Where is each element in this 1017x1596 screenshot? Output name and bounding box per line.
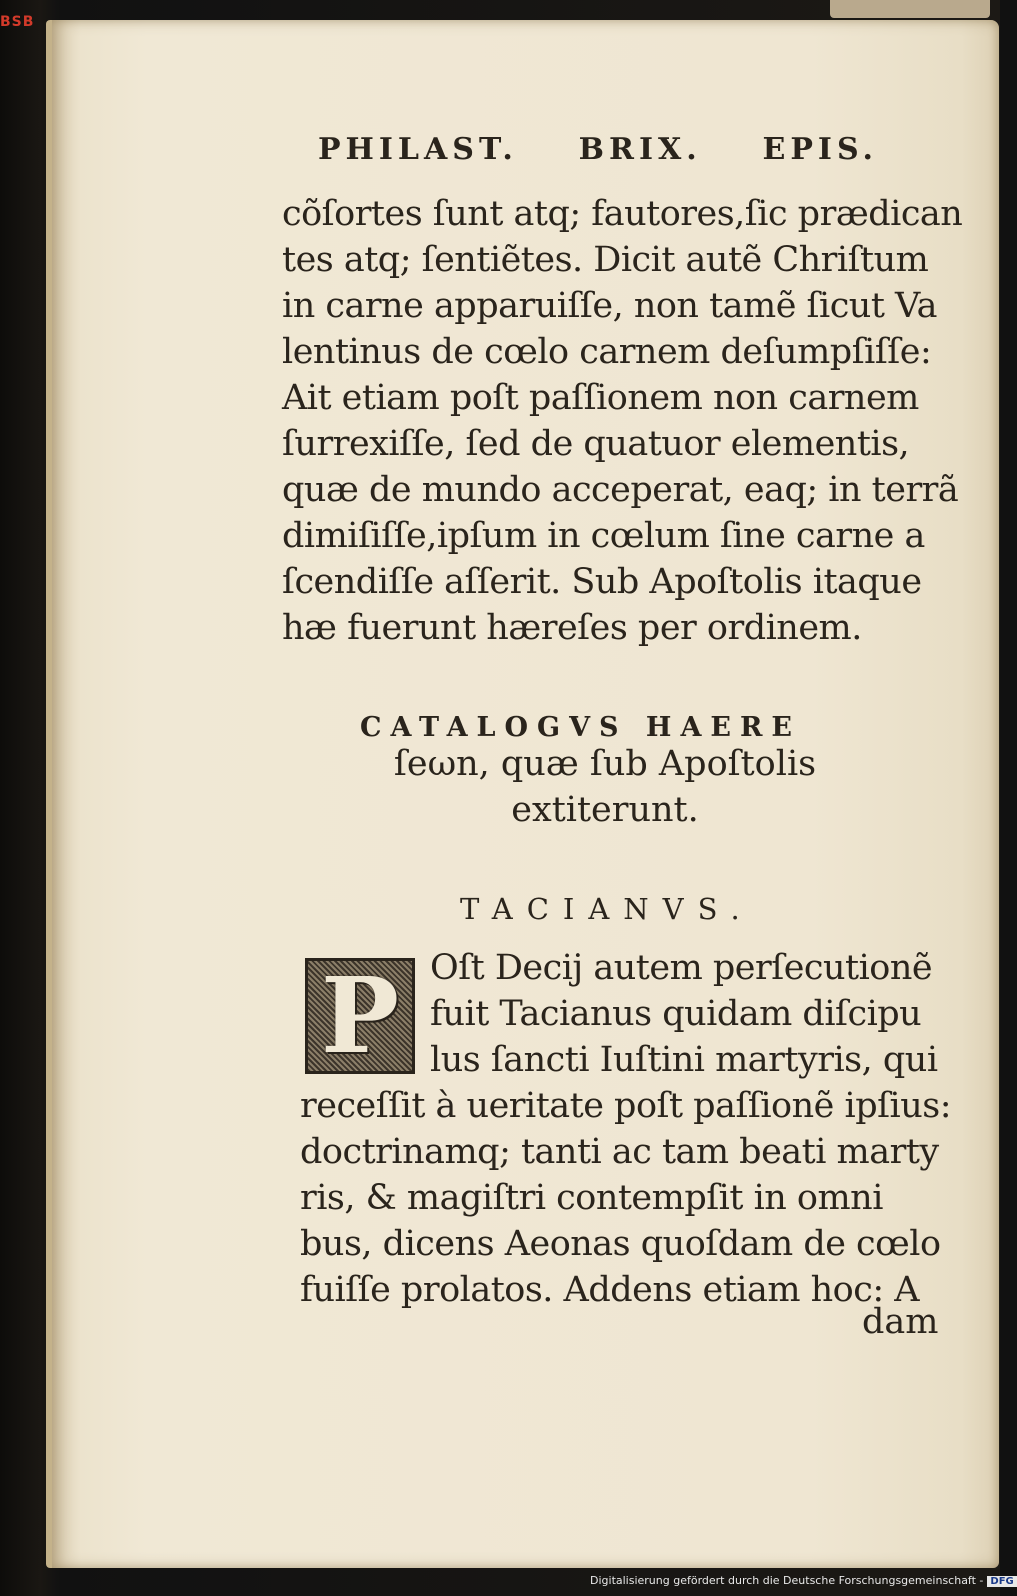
text-line: Oſt Decij autem perſecutionẽ: [430, 948, 933, 988]
catchword: dam: [862, 1302, 939, 1342]
text-line: fuiſſe prolatos. Addens etiam hoc: A: [300, 1270, 920, 1310]
footer-text: Digitalisierung gefördert durch die Deutsche Forschungsgemeinschaft -: [590, 1574, 984, 1587]
text-line: quæ de mundo acceperat, eaq; in terrã: [282, 470, 959, 510]
text-line: dimiſiſſe,ipſum in cœlum ſine carne a: [282, 516, 925, 556]
text-line: receſſit à ueritate poſt paſſionẽ ipſius:: [300, 1086, 952, 1126]
catalog-title: CATALOGVS HAERE: [360, 712, 801, 743]
catalog-subtitle-line: extiterunt.: [511, 790, 699, 830]
running-head-part: BRIX.: [578, 132, 702, 167]
text-line: cõſortes ſunt atq; fautores,ſic prædican: [282, 194, 963, 234]
text-line: ſurrexiſſe, ſed de quatuor elementis,: [282, 424, 910, 464]
running-head: [318, 132, 878, 167]
footer-credit: [590, 1574, 1017, 1587]
page-edge: [830, 0, 990, 18]
text-line: tes atq; ſentiẽtes. Dicit autẽ Chriſtum: [282, 240, 929, 280]
text-line: lentinus de cœlo carnem deſumpſiſſe:: [282, 332, 932, 372]
text-line: lus ſancti Iuſtini martyris, qui: [430, 1040, 938, 1080]
initial-letter: P: [320, 954, 400, 1077]
text-line: in carne apparuiſſe, non tamẽ ſicut Va: [282, 286, 937, 326]
decorated-initial: [305, 954, 415, 1077]
running-head-part: PHILAST.: [318, 132, 518, 167]
bsb-logo: BSB: [0, 14, 35, 30]
text-line: Ait etiam poſt paſſionem non carnem: [282, 378, 919, 418]
section-title: TACIANVS.: [460, 892, 754, 926]
dfg-badge: DFG: [987, 1576, 1016, 1587]
running-head-part: EPIS.: [762, 132, 878, 167]
text-line: ris, & magiſtri contempſit in omni: [300, 1178, 883, 1218]
text-line: ſcendiſſe aſſerit. Sub Apoſtolis itaque: [282, 562, 922, 602]
text-line: bus, dicens Aeonas quoſdam de cœlo: [300, 1224, 941, 1264]
text-line: hæ fuerunt hæreſes per ordinem.: [282, 608, 862, 648]
catalog-subtitle-line: ſeωn, quæ ſub Apoſtolis: [393, 744, 817, 784]
text-line: doctrinamq; tanti ac tam beati marty: [300, 1132, 939, 1172]
text-line: fuit Tacianus quidam diſcipu: [430, 994, 922, 1034]
